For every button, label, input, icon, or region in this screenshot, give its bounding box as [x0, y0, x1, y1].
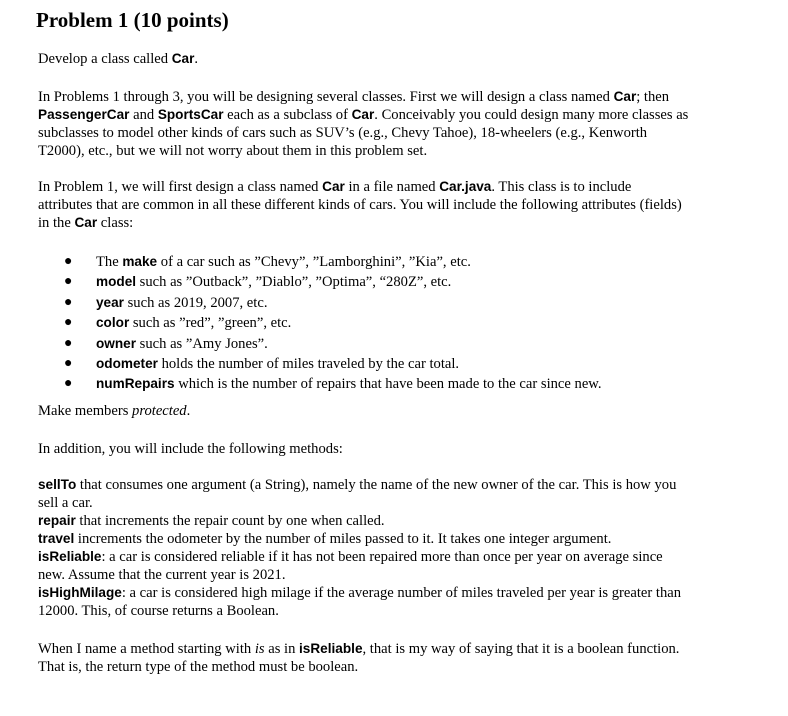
bullet-icon: ●	[64, 274, 73, 290]
field-name: owner	[96, 335, 137, 351]
text: increments the odometer by the number of miles passed to it. It takes one integer argument.	[74, 531, 612, 547]
text: each as a subclass of	[223, 107, 352, 123]
bullet-icon: ●	[64, 315, 73, 331]
method-ishighmilage-line-1	[38, 584, 758, 602]
text: such as 2019, 2007, etc.	[123, 294, 268, 311]
class-sportscar: SportsCar	[157, 107, 224, 122]
list-item	[60, 374, 760, 394]
members-paragraph	[38, 402, 758, 420]
intro-paragraph	[38, 50, 758, 68]
field-name: odometer	[96, 356, 158, 372]
bullet-icon: ●	[64, 376, 73, 392]
text: . Conceivably you could design many more classes as	[374, 107, 689, 123]
file-name: Car.java	[439, 179, 492, 194]
final-line-1	[38, 640, 758, 658]
text: which is the number of repairs that have been made to the car since new.	[174, 376, 602, 393]
list-item	[60, 313, 760, 333]
intro-class-name: Car	[171, 51, 195, 66]
text: The	[96, 254, 123, 270]
method-repair-line	[38, 512, 758, 530]
text: in the	[38, 215, 75, 231]
field-name: year	[96, 294, 124, 310]
field-name: model	[96, 274, 137, 290]
list-item	[60, 252, 760, 272]
text: Make members	[38, 403, 133, 419]
text: When I name a method starting with	[38, 641, 255, 657]
emphasis: protected	[132, 403, 187, 419]
attributes-list	[60, 252, 760, 395]
text: .	[186, 403, 191, 419]
class-car: Car	[613, 89, 637, 104]
problem1-line-2: attributes that are common in all these different kinds of cars. You will include the following attributes (fields)	[38, 197, 682, 213]
text: such as ”red”, ”green”, etc.	[129, 315, 292, 332]
field-name: color	[96, 315, 130, 331]
method-sellto-line-2: sell a car.	[38, 495, 93, 511]
class-car: Car	[74, 215, 98, 230]
problem-title: Problem 1 (10 points)	[36, 8, 229, 32]
method-travel-line	[38, 530, 758, 548]
overview-line-3: subclasses to model other kinds of cars such as SUV’s (e.g., Chevy Tahoe), 18-wheelers (e.g., Kenworth	[38, 125, 648, 141]
text: In Problem 1, we will first design a class named	[38, 179, 323, 195]
method-name: travel	[38, 531, 75, 546]
list-item	[60, 334, 760, 354]
text: that increments the repair count by one when called.	[75, 513, 385, 529]
text: as in	[264, 641, 300, 657]
method-isreliable-line-1	[38, 548, 758, 566]
method-isreliable-line-2: new. Assume that the current year is 2021.	[38, 567, 286, 583]
field-name: numRepairs	[96, 376, 175, 392]
field-name: make	[122, 254, 158, 269]
text: and	[129, 107, 158, 123]
bullet-icon: ●	[64, 356, 73, 372]
overview-line-4: T2000), etc., but we will not worry about them in this problem set.	[38, 143, 428, 159]
method-sellto-line-1	[38, 476, 758, 494]
list-item	[60, 293, 760, 313]
class-car: Car	[322, 179, 345, 194]
text: . This class is to include	[491, 179, 632, 195]
text: class:	[97, 215, 134, 231]
list-item	[60, 354, 760, 374]
method-name: sellTo	[38, 477, 77, 492]
text: : a car is considered high milage if the average number of miles traveled per year is greater than	[121, 585, 682, 601]
final-paragraph	[38, 640, 758, 676]
problem1-paragraph	[38, 178, 758, 232]
methods-paragraph	[38, 476, 758, 620]
overview-paragraph	[38, 88, 758, 160]
emphasis: is	[254, 641, 265, 657]
problem1-line-3	[38, 214, 758, 232]
problem1-line-1	[38, 178, 758, 196]
method-name: repair	[38, 513, 76, 528]
class-car: Car	[351, 107, 375, 122]
intro-text: Develop a class called	[38, 51, 172, 67]
method-name: isReliable	[299, 641, 363, 656]
class-passengercar: PassengerCar	[38, 107, 130, 122]
text: : a car is considered reliable if it has not been repaired more than once per year on average since	[101, 549, 663, 565]
bullet-icon: ●	[64, 335, 73, 351]
text: that consumes one argument (a String), namely the name of the new owner of the car. This is how you	[76, 477, 677, 493]
text: in a file named	[344, 179, 440, 195]
methods-intro: In addition, you will include the following methods:	[38, 441, 343, 457]
final-line-2: That is, the return type of the method must be boolean.	[38, 659, 359, 675]
intro-period: .	[194, 51, 199, 67]
text: , that is my way of saying that it is a boolean function.	[362, 641, 680, 657]
overview-line-2	[38, 106, 758, 124]
text: such as ”Outback”, ”Diablo”, ”Optima”, “280Z”, etc.	[136, 274, 452, 291]
text: such as ”Amy Jones”.	[136, 335, 268, 352]
method-ishighmilage-line-2: 12000. This, of course returns a Boolean.	[38, 603, 279, 619]
bullet-icon: ●	[64, 294, 73, 310]
method-name: isReliable	[38, 549, 102, 564]
text: ; then	[636, 89, 670, 105]
text: of a car such as ”Chevy”, ”Lamborghini”, ”Kia”, etc.	[157, 254, 471, 270]
text: holds the number of miles traveled by the car total.	[157, 356, 460, 373]
list-item	[60, 272, 760, 292]
overview-line-1	[38, 88, 758, 106]
text: In Problems 1 through 3, you will be designing several classes. First we will design a class named	[38, 89, 614, 105]
method-name: isHighMilage	[38, 585, 122, 600]
bullet-icon: ●	[64, 254, 73, 269]
